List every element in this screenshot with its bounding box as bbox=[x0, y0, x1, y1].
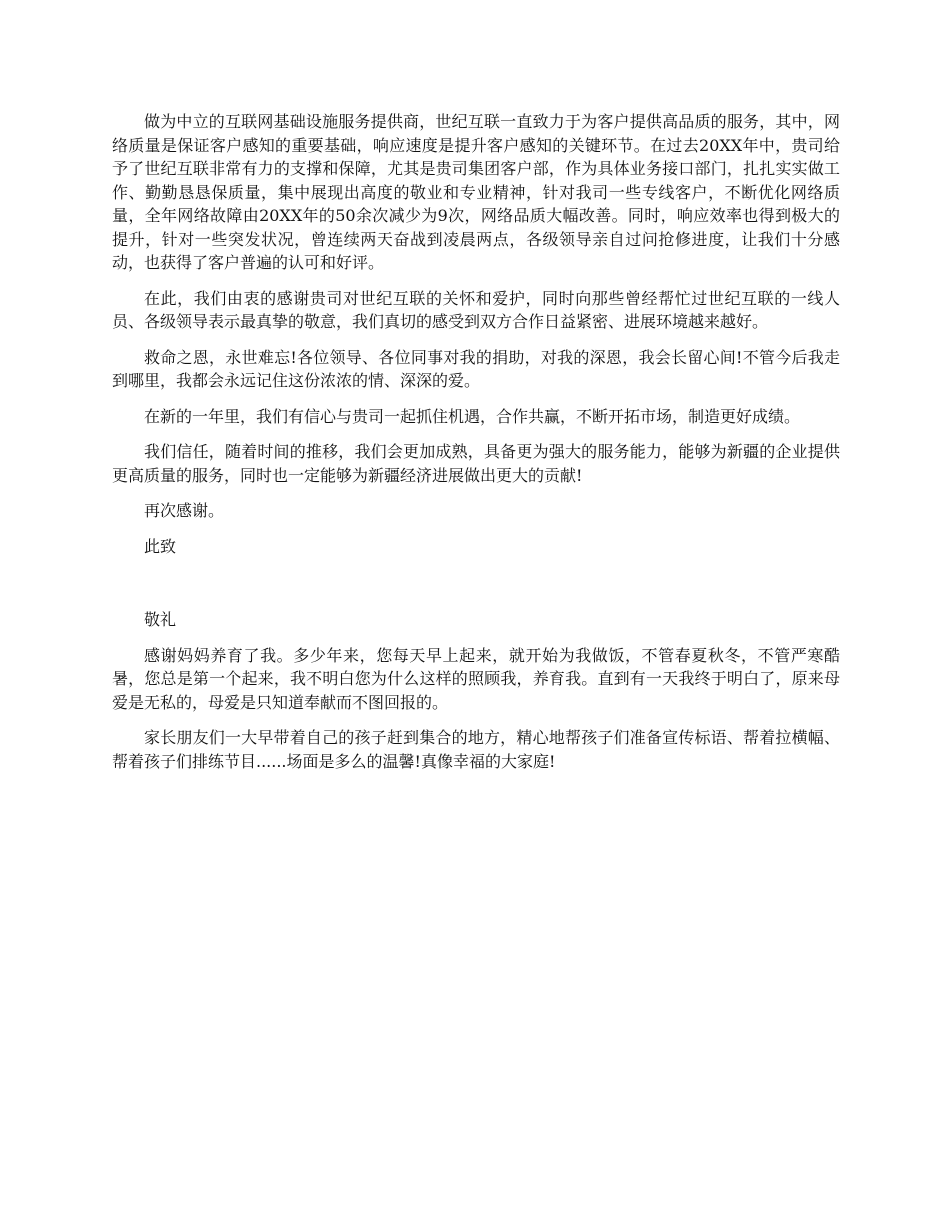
paragraph-lifesaving-grace: 救命之恩，永世难忘!各位领导、各位同事对我的捐助，对我的深恩，我会长留心间!不管今后我走到哪里，我都会永远记住这份浓浓的情、深深的爱。 bbox=[112, 347, 840, 390]
paragraph-mother: 感谢妈妈养育了我。多少年来，您每天早上起来，就开始为我做饭，不管春夏秋冬，不管严寒酷暑，您总是第一个起来，我不明白您为什么这样的照顾我，养育我。直到有一天我终于明白了，原来母爱是无私的，母爱是只知道奉献而不图回报的。 bbox=[112, 645, 840, 712]
salutation-jingli: 敬礼 bbox=[144, 610, 177, 629]
paragraph-new-year: 在新的一年里，我们有信心与贵司一起抓住机遇，合作共赢，不断开拓市场，制造更好成绩。 bbox=[144, 406, 801, 426]
paragraph-thanks-again: 再次感谢。 bbox=[144, 501, 225, 520]
document-body bbox=[112, 110, 840, 785]
paragraph-thanks-leaders: 在此，我们由衷的感谢贵司对世纪互联的关怀和爱护，同时向那些曾经帮忙过世纪互联的一线人员、各级领导表示最真挚的敬意，我们真切的感受到双方合作日益紧密、进展环境越来越好。 bbox=[112, 288, 840, 331]
paragraph-gratitude-network: 做为中立的互联网基础设施服务提供商，世纪互联一直致力于为客户提供高品质的服务，其中，网络质量是保证客户感知的重要基础，响应速度是提升客户感知的关键环节。在过去20XX年中，贵司给予了世纪互联非常有力的支撑和保障，尤其是贵司集团客户部，作为具体业务接口部门，扎扎实实做工作、勤勤恳恳保质量，集中展现出高度的敬业和专业精神，针对我司一些专线客户，不断优化网络质量，全年网络故障由20XX年的50余次减少为9次，网络品质大幅改善。同时，响应效率也得到极大的提升，针对一些突发状况，曾连续两天奋战到凌晨两点，各级领导亲自过问抢修进度，让我们十分感动，也获得了客户普遍的认可和好评。 bbox=[112, 112, 840, 272]
paragraph-xinjiang-service: 我们信任，随着时间的推移，我们会更加成熟，具备更为强大的服务能力，能够为新疆的企业提供更高质量的服务，同时也一定能够为新疆经济进展做出更大的贡献! bbox=[112, 442, 840, 485]
paragraph-parents-friends: 家长朋友们一大早带着自己的孩子赶到集合的地方，精心地帮孩子们准备宣传标语、帮着拉横幅、帮着孩子们排练节目......场面是多么的温馨!真像幸福的大家庭! bbox=[112, 728, 840, 771]
salutation-cizhi: 此致 bbox=[144, 536, 177, 556]
blank-gap bbox=[112, 570, 840, 608]
